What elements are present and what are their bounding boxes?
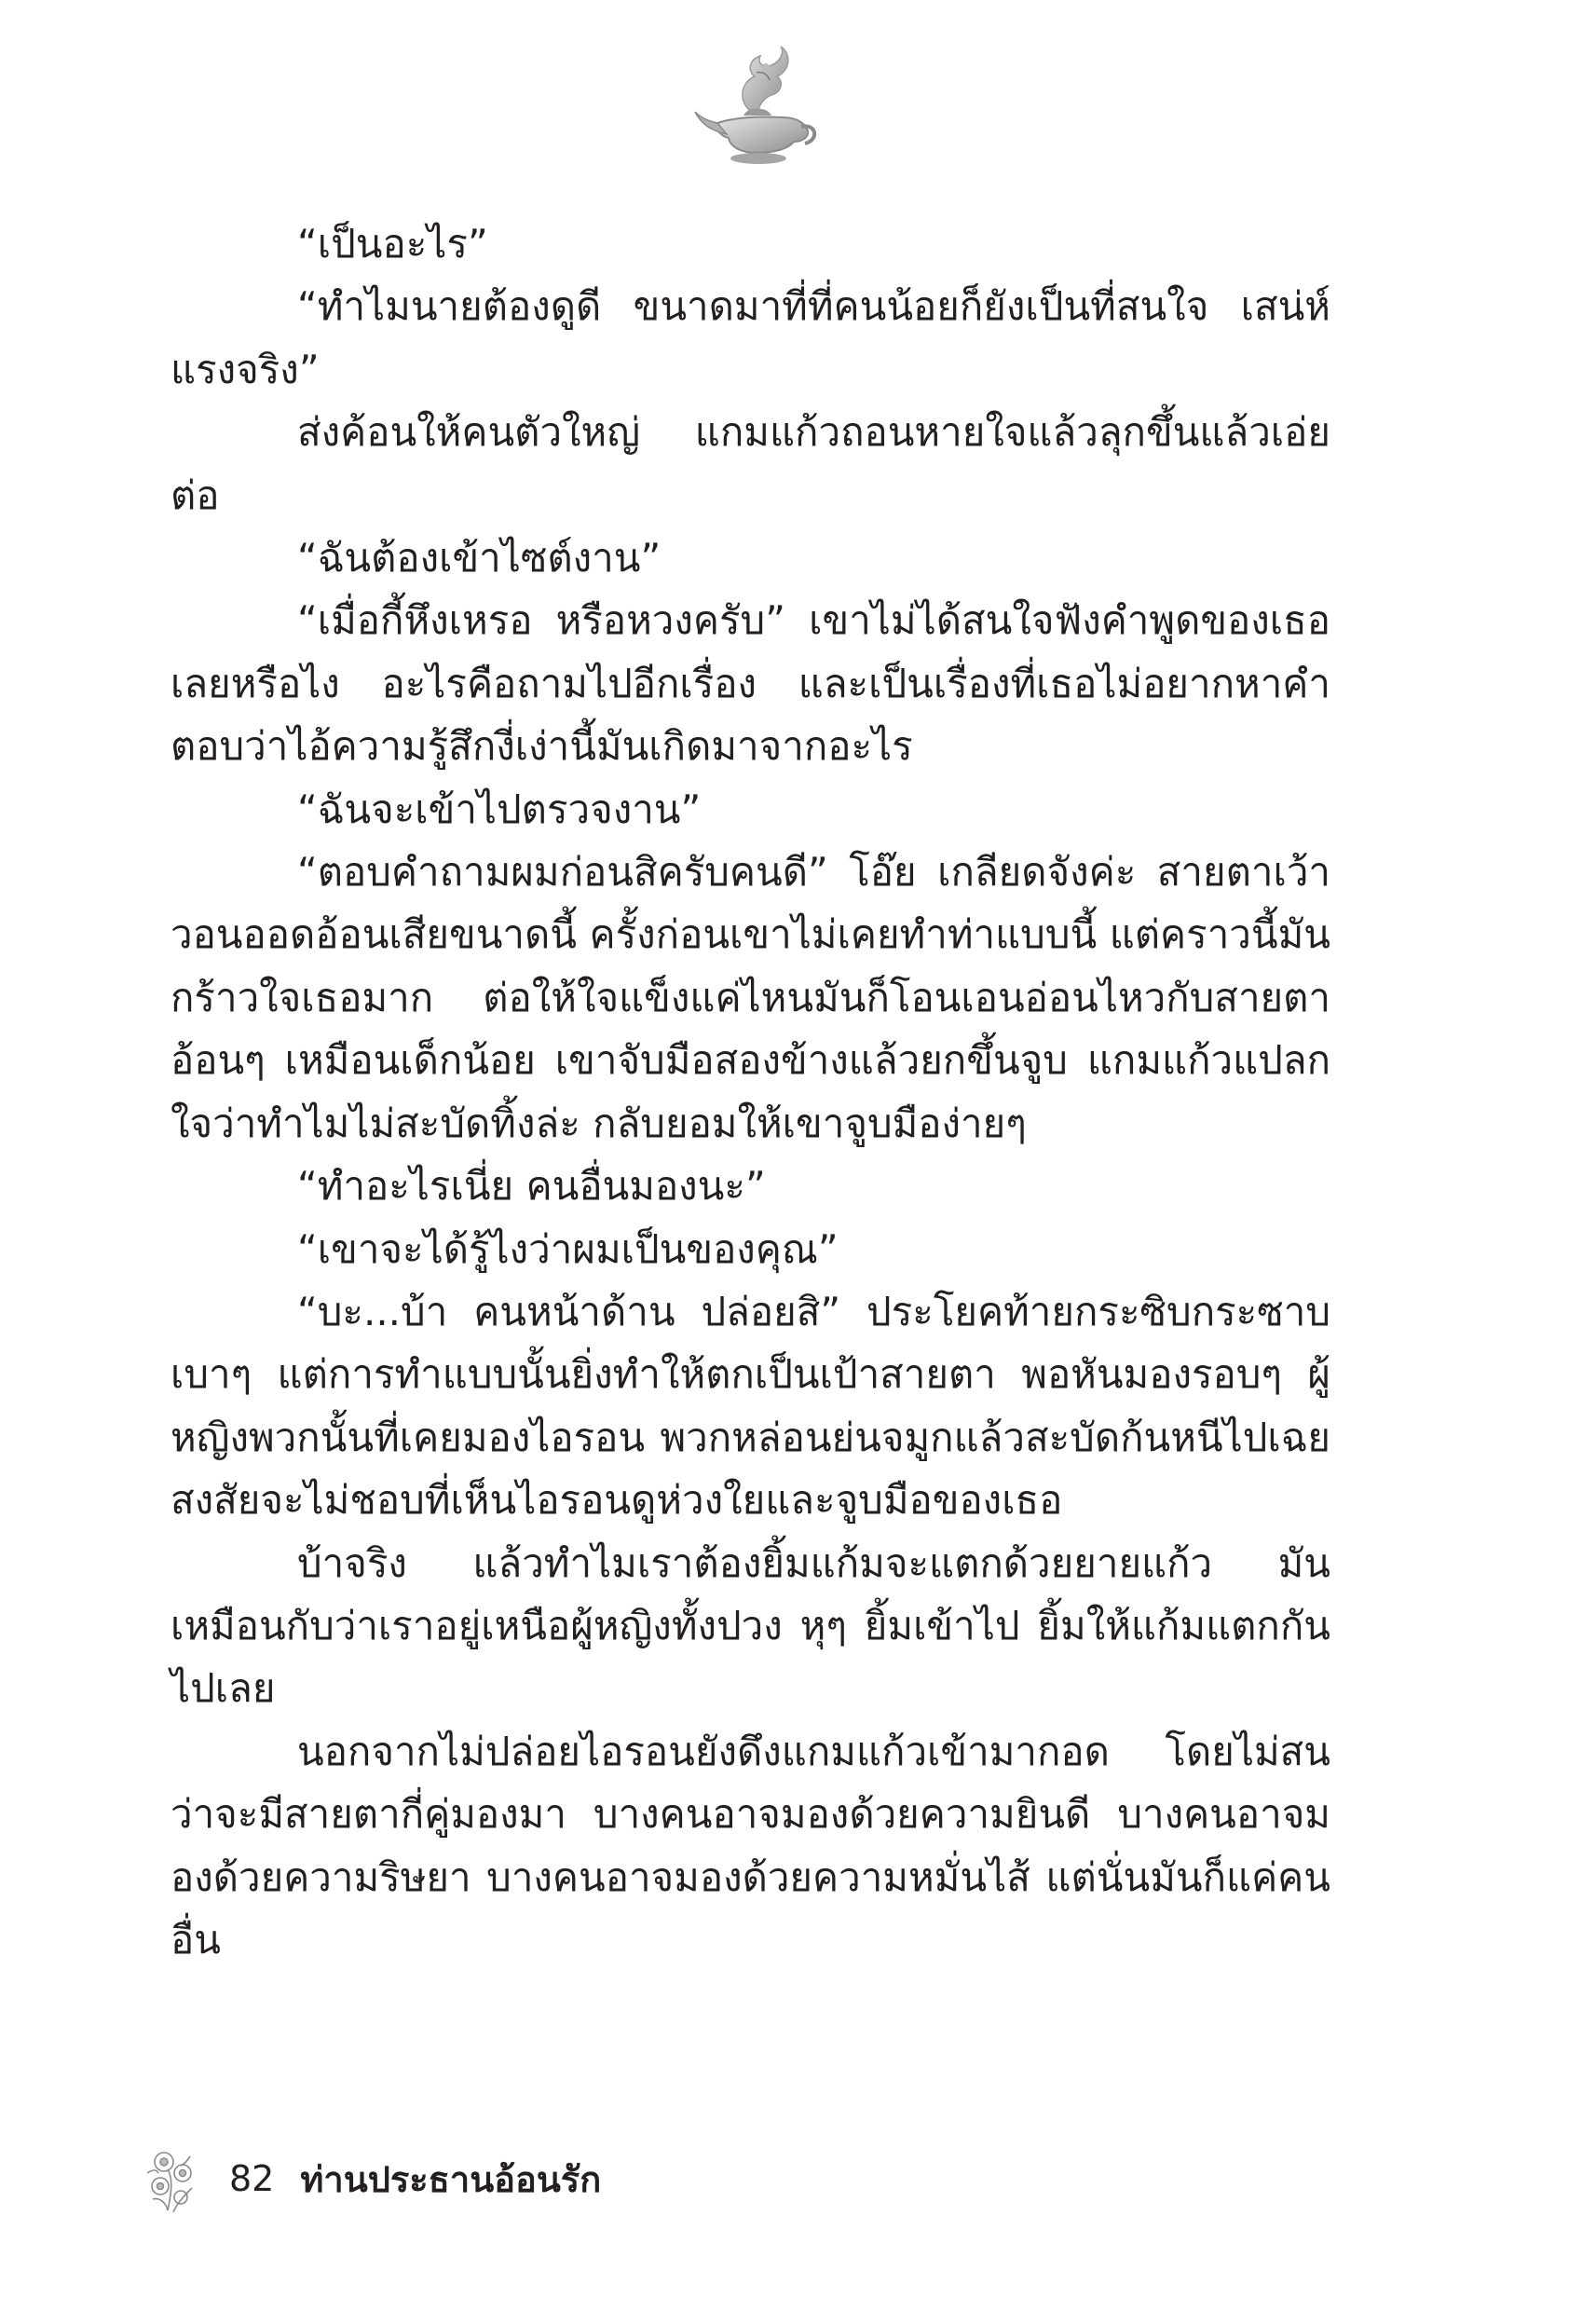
story-text <box>171 212 1330 1971</box>
paragraph: “เขาจะได้รู้ไงว่าผมเป็นของคุณ” <box>297 1225 839 1272</box>
flower-ornament-icon <box>140 2141 205 2216</box>
paragraph: “เมื่อกี้หึงเหรอ หรือหวงครับ” เขาไม่ได้สนใจฟังคำพูดของเธอเลยหรือไง อะไรคือถามไปอีกเรื่อง และเป็นเรื่องที่เธอไม่อยากหาคำตอบว่าไอ้ความรู้สึกงี่เง่านี้มันเกิดมาจากอะไร <box>171 597 1330 770</box>
paragraph: ส่งค้อนให้คนตัวใหญ่ แกมแก้วถอนหายใจแล้วลุกขึ้นแล้วเอ่ยต่อ <box>171 409 1330 518</box>
page-footer <box>140 2141 601 2216</box>
paragraph: นอกจากไม่ปล่อยไอรอนยังดึงแกมแก้วเข้ามากอด โดยไม่สนว่าจะมีสายตากี่คู่มองมา บางคนอาจมองด้วยความยินดี บางคนอาจมองด้วยความริษยา บางคนอาจมองด้วยความหมั่นไส้ แต่นั่นมันก็แค่คนอื่น <box>171 1728 1330 1962</box>
paragraph: “ทำไมนายต้องดูดี ขนาดมาที่ที่คนน้อยก็ยังเป็นที่สนใจ เสน่ห์แรงจริง” <box>171 283 1330 392</box>
paragraph: บ้าจริง แล้วทำไมเราต้องยิ้มแก้มจะแตกด้วยยายแก้ว มันเหมือนกับว่าเราอยู่เหนือผู้หญิงทั้งปวง หุๆ ยิ้มเข้าไป ยิ้มให้แก้มแตกกันไปเลย <box>171 1539 1330 1712</box>
paragraph: “บะ...บ้า คนหน้าด้าน ปล่อยสิ” ประโยคท้ายกระซิบกระซาบเบาๆ แต่การทำแบบนั้นยิ่งทำให้ตกเป็นเป้าสายตา พอหันมองรอบๆ ผู้หญิงพวกนั้นที่เคยมองไอรอน พวกหล่อนย่นจมูกแล้วสะบัดก้นหนีไปเฉย สงสัยจะไม่ชอบที่เห็นไอรอนดูห่วงใยและจูบมือของเธอ <box>171 1288 1330 1524</box>
paragraph: “ฉันต้องเข้าไซต์งาน” <box>297 535 662 581</box>
paragraph: “เป็นอะไร” <box>297 221 488 267</box>
genie-lamp-icon <box>691 45 822 175</box>
paragraph: “ฉันจะเข้าไปตรวจงาน” <box>297 786 702 832</box>
paragraph: “ทำอะไรเนี่ย คนอื่นมองนะ” <box>297 1163 766 1210</box>
book-title: ท่านประธานอ้อนรัก <box>300 2158 602 2200</box>
paragraph: “ตอบคำถามผมก่อนสิครับคนดี” โอ๊ย เกลียดจังค่ะ สายตาเว้าวอนออดอ้อนเสียขนาดนี้ ครั้งก่อนเขาไม่เคยทำท่าแบบนี้ แต่คราวนี้มันกร้าวใจเธอมาก ต่อให้ใจแข็งแค่ไหนมันก็โอนเอนอ่อนไหวกับสายตาอ้อนๆ เหมือนเด็กน้อย เขาจับมือสองข้างแล้วยกขึ้นจูบ แกมแก้วแปลกใจว่าทำไมไม่สะบัดทิ้งล่ะ กลับยอมให้เขาจูบมือง่ายๆ <box>171 849 1330 1146</box>
page-number: 82 <box>229 2158 275 2199</box>
